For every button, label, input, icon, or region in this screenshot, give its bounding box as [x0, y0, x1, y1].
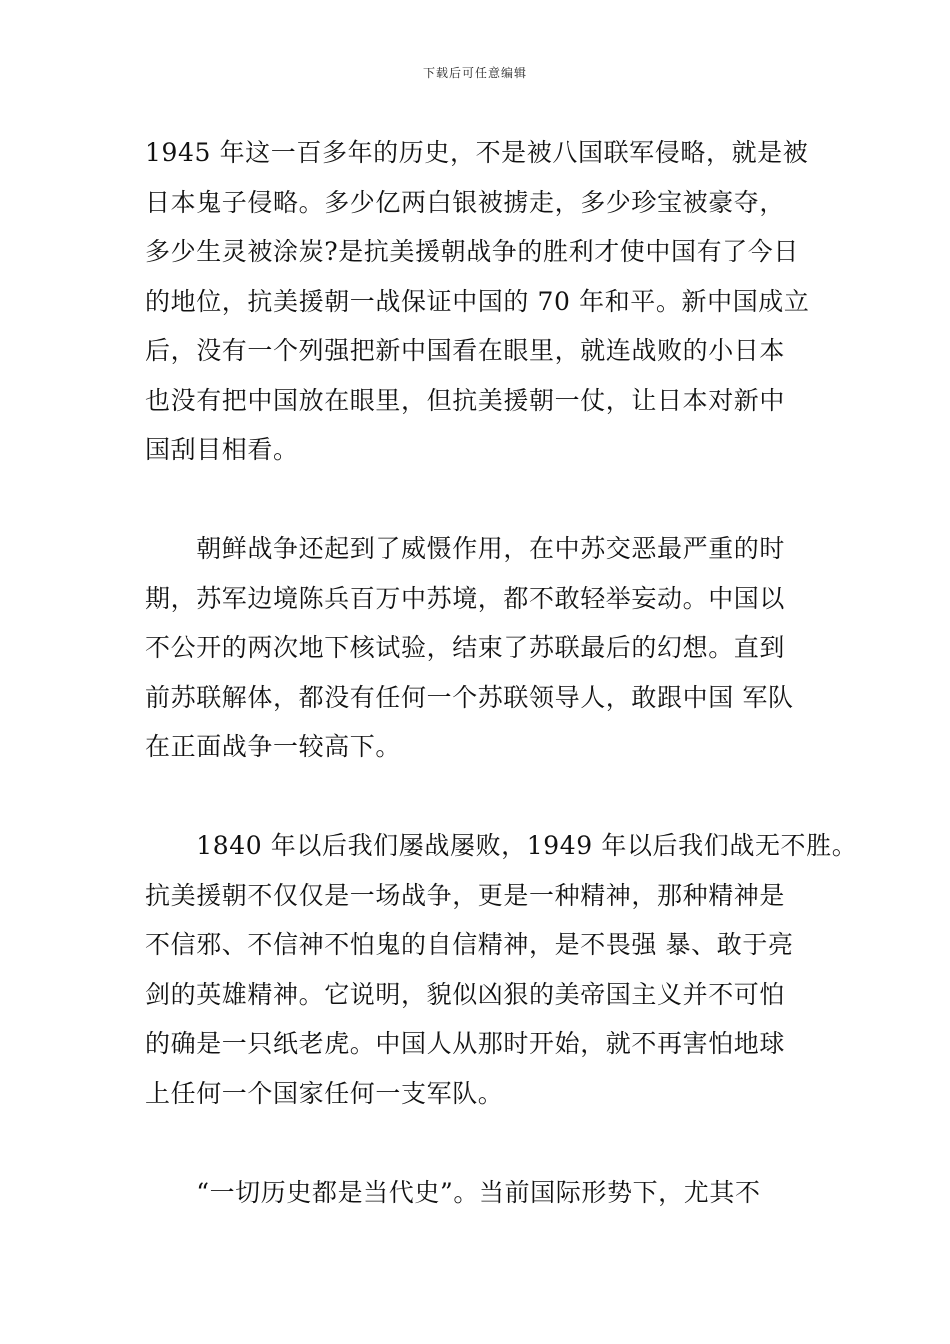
paragraph-gap	[145, 772, 825, 822]
text-line: 上任何一个国家任何一支军队。	[145, 1078, 504, 1108]
paragraph-gap	[145, 475, 825, 525]
text-line: 国刮目相看。	[145, 435, 299, 464]
paragraph-2	[145, 524, 825, 772]
text-line: 在正面战争一较高下。	[145, 732, 402, 761]
text-line: 的确是一只纸老虎。中国人从那时开始，就不再害怕地球	[145, 1029, 786, 1058]
text-line: 日本鬼子侵略。多少亿两白银被掳走，多少珍宝被豪夺，	[145, 187, 786, 217]
text-line: 前苏联解体，都没有任何一个苏联领导人，敢跟中国 军队	[145, 682, 794, 712]
text-line: 的地位，抗美援朝一战保证中国的 70 年和平。新中国成立	[145, 286, 810, 316]
text-line: 抗美援朝不仅仅是一场战争，更是一种精神，那种精神是	[145, 880, 786, 910]
text-line: 朝鲜战争还起到了威慑作用，在中苏交恶最严重的时	[145, 534, 786, 563]
text-line: 后，没有一个列强把新中国看在眼里，就连战败的小日本	[145, 336, 786, 365]
paragraph-1	[145, 128, 825, 475]
text-line: 期，苏军边境陈兵百万中苏境，都不敢轻举妄动。中国以	[145, 583, 786, 613]
page-header: 下载后可任意编辑	[422, 66, 527, 80]
document-body	[145, 128, 858, 1217]
text-line: 也没有把中国放在眼里，但抗美援朝一仗，让日本对新中	[145, 385, 786, 415]
paragraph-3	[145, 821, 858, 1118]
text-line: 不信邪、不信神不怕鬼的自信精神，是不畏强 暴、敢于亮	[145, 930, 794, 959]
text-line: 不公开的两次地下核试验，结束了苏联最后的幻想。直到	[145, 633, 786, 662]
paragraph-4	[145, 1168, 825, 1218]
text-line: “一切历史都是当代史”。当前国际形势下，尤其不	[145, 1177, 761, 1207]
text-line: 1840 年以后我们屡战屡败，1949 年以后我们战无不胜。	[145, 831, 858, 860]
text-line: 剑的英雄精神。它说明，貌似凶狠的美帝国主义并不可怕	[145, 979, 786, 1009]
paragraph-gap	[145, 1118, 825, 1168]
text-line: 1945 年这一百多年的历史，不是被八国联军侵略，就是被	[145, 138, 809, 167]
text-line: 多少生灵被涂炭?是抗美援朝战争的胜利才使中国有了今日	[145, 237, 800, 266]
